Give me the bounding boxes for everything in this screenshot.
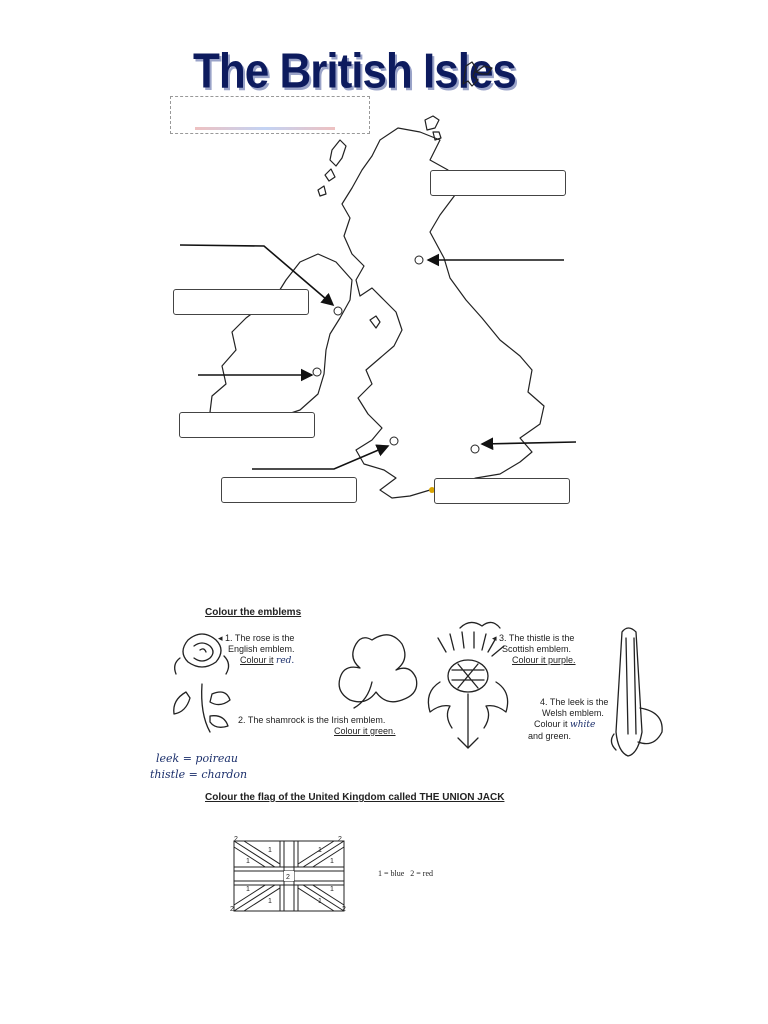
rose-number: 1. [225,633,233,643]
leek-line3: and green. [528,731,572,741]
city-dot-edinburgh [415,256,423,264]
thistle-line2: Scottish emblem. [502,644,572,654]
thistle-line1: The thistle is the [508,633,575,643]
emblems-heading: Colour the emblems [205,607,302,618]
hebrides-islands [330,140,346,166]
shamrock-caption [238,715,396,737]
label-box-cardiff[interactable] [221,477,357,503]
shamrock-drawing [339,635,417,708]
city-dot-dublin [313,368,321,376]
orkney-islands [425,116,439,130]
shamrock-line1: 2. The shamrock is the Irish emblem. [238,715,386,725]
vocab-note-leek: leek = poireau [156,752,239,765]
rose-instruction: Colour it [240,655,274,665]
flag-number-corner-bl: 2 [230,906,234,913]
rose-caption [218,633,295,667]
shamrock-instruction: Colour it green. [334,726,396,736]
flag-number-corner-br: 2 [342,906,346,913]
rose-line1: The rose is the [234,633,295,643]
flag-number-center: 2 [286,874,290,881]
isle-of-man [370,316,380,328]
label-box-belfast[interactable] [173,289,309,315]
leek-line2: Welsh emblem. [542,708,604,718]
leek-line1: 4. The leek is the [540,697,609,707]
flag-number-bl: 1 [268,898,272,905]
city-dot-cardiff [390,437,398,445]
thistle-number: 3. [499,633,507,643]
flag-number-tl: 1 [268,847,272,854]
flag-number-corner-tl: 2 [234,836,238,843]
flag-number-tr2: 1 [330,858,334,865]
union-jack-outline [230,835,352,917]
label-box-london[interactable] [434,478,570,504]
leek-caption [528,697,609,742]
leek-drawing [611,628,662,756]
rose-line2: English emblem. [228,644,295,654]
flag-number-br: 1 [318,898,322,905]
page-title: The British Isles [193,44,516,99]
rose-colour-note: red. [276,656,295,666]
thistle-arrow-icon: ◂ [492,633,500,643]
flag-number-corner-tr: 2 [338,836,342,843]
flag-number-br2: 1 [330,886,334,893]
label-box-scotland-city[interactable] [430,170,566,196]
leek-instruction: Colour it [534,719,568,729]
city-dot-belfast [334,307,342,315]
flag-number-tr: 1 [318,847,322,854]
vocab-note-thistle: thistle = chardon [150,768,248,781]
city-dot-london [471,445,479,453]
flag-number-bl2: 1 [246,886,250,893]
flag-number-tl2: 1 [246,858,250,865]
shetland-islands [463,62,478,86]
flag-heading: Colour the flag of the United Kingdom called THE UNION JACK [205,792,505,803]
flag-colour-key: 1 = blue 2 = red [378,869,434,878]
rose-arrow-icon: ◂ [218,633,226,643]
thistle-caption [492,633,576,666]
leek-colour-note: white [570,720,596,730]
ireland-outline [210,254,352,420]
label-box-dublin[interactable] [179,412,315,438]
british-isles-map [160,55,580,515]
arrow-london [482,442,576,444]
thistle-instruction: Colour it purple. [512,655,576,665]
